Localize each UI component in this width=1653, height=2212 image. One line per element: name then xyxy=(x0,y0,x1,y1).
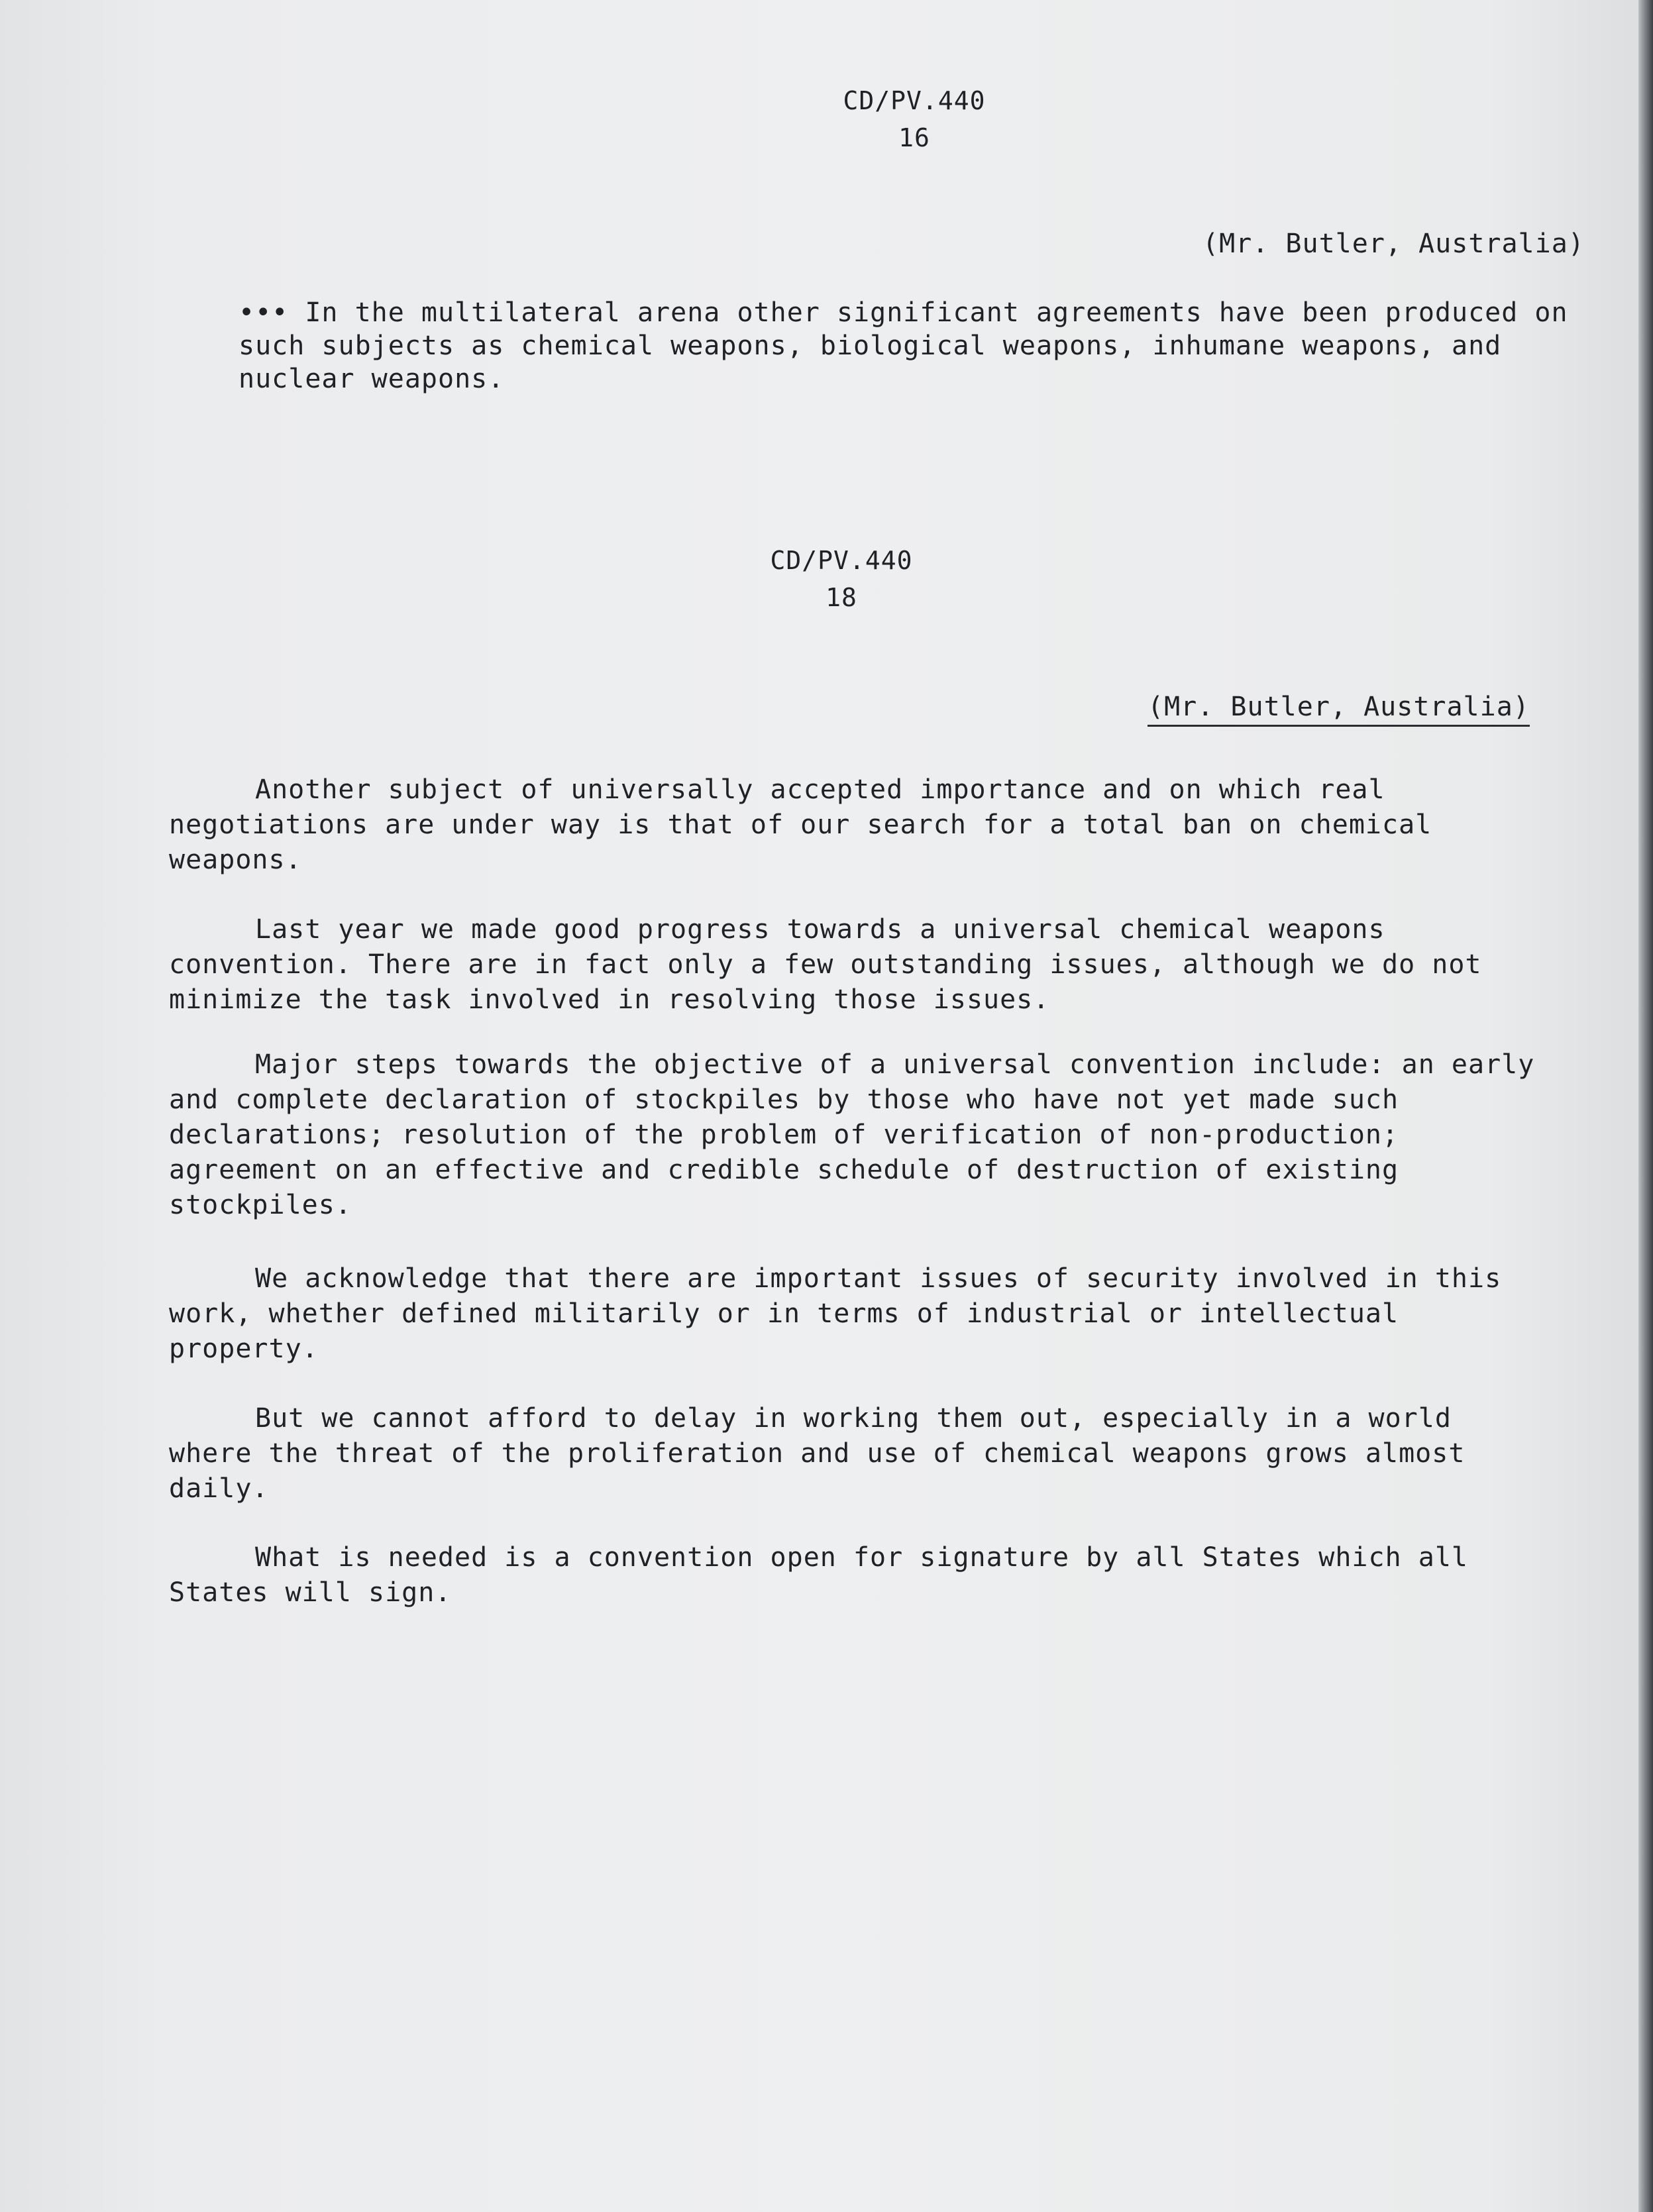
page2-paragraph-2 xyxy=(169,912,1547,1018)
page2-page-number xyxy=(682,582,1000,613)
page2-doc-code-text: CD/PV.440 xyxy=(770,546,913,575)
page2-paragraph-3-text: Major steps towards the objective of a universal convention include: an early and complete declaration of stockpiles by those who have not yet made such declarations; resolution of the problem of verification of non-production; agreement on an effective and credible schedule of destruction of existing stockpiles. xyxy=(169,1049,1552,1220)
page2-paragraph-4-text: We acknowledge that there are important issues of security involved in this work, whether defined militarily or in terms of industrial or intellectual property. xyxy=(169,1263,1519,1364)
page1-speaker-text: (Mr. Butler, Australia) xyxy=(1202,229,1585,259)
page1-doc-code-text: CD/PV.440 xyxy=(843,86,986,115)
page2-speaker-text: (Mr. Butler, Australia) xyxy=(1147,692,1530,727)
page1-page-number-text: 16 xyxy=(898,123,930,152)
page2-paragraph-2-text: Last year we made good progress towards a universal chemical weapons convention. There are in fact only a few outstanding issues, although we do not minimize the task involved in resolving those issues. xyxy=(169,914,1499,1015)
page1-paragraph-text: ••• In the multilateral arena other significant agreements have been produced on such subjects as chemical weapons, biological weapons, inhumane weapons, and nuclear weapons. xyxy=(239,297,1585,394)
page-edge-shadow xyxy=(1638,0,1653,2212)
page2-paragraph-5-text: But we cannot afford to delay in working them out, especially in a world where the threat of the proliferation and use of chemical weapons grows almost daily. xyxy=(169,1403,1482,1504)
page2-page-number-text: 18 xyxy=(826,583,857,612)
page2-paragraph-1 xyxy=(169,772,1547,878)
page2-paragraph-1-text: Another subject of universally accepted importance and on which real negotiations are under way is that of our search for a total ban on chemical weapons. xyxy=(169,774,1449,875)
page2-speaker-attribution xyxy=(1147,692,1530,722)
page2-paragraph-4 xyxy=(169,1261,1547,1367)
page2-paragraph-6 xyxy=(169,1540,1547,1610)
page2-paragraph-5 xyxy=(169,1401,1547,1506)
page1-doc-code xyxy=(755,85,1073,117)
page1-speaker-attribution xyxy=(1202,229,1585,259)
page2-doc-code xyxy=(682,545,1000,576)
page1-page-number xyxy=(755,122,1073,154)
page2-paragraph-3 xyxy=(169,1047,1552,1223)
page2-paragraph-6-text: What is needed is a convention open for signature by all States which all States will sign. xyxy=(169,1542,1485,1608)
page1-paragraph xyxy=(239,296,1597,395)
